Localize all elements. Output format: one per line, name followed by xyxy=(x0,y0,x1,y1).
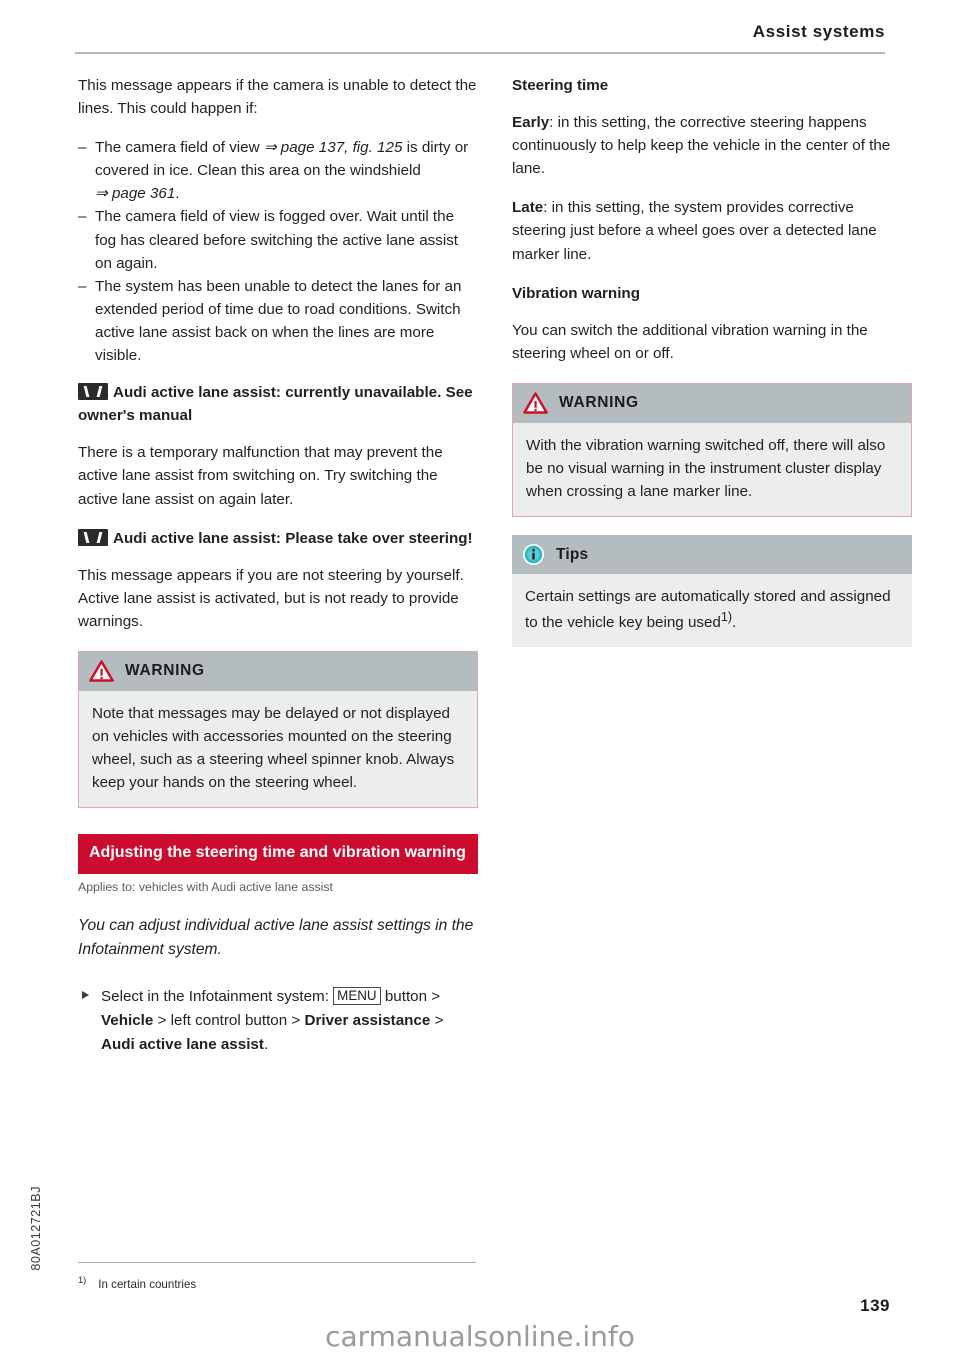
footnote-text: In certain countries xyxy=(98,1277,197,1291)
steering-time-late xyxy=(512,196,912,265)
action-part-4: . xyxy=(263,1035,269,1053)
dash-bullet: – xyxy=(78,208,87,226)
action-part-2: > left control button > xyxy=(157,1011,301,1029)
action-prefix: Select in the Infotainment system: xyxy=(101,987,329,1005)
warning-triangle-icon xyxy=(523,392,548,414)
late-label: Late xyxy=(512,199,544,217)
tips-body-text: Certain settings are automatically stored and assigned to the vehicle key being used xyxy=(525,588,891,632)
message-1-body: There is a temporary malfunction that may prevent the active lane assist from switching on. Try switching the active lane assist on again later. xyxy=(78,444,443,508)
condition-2-text: The camera field of view is fogged over. Wait until the fog has cleared before switching the active lane assist on again. xyxy=(95,208,459,272)
list-item xyxy=(78,275,478,367)
message-2-body: This message appears if you are not steering by yourself. Active lane assist is activated, but is not ready to provide warnings. xyxy=(78,566,464,630)
early-label: Early xyxy=(512,114,550,132)
info-circle-icon xyxy=(522,543,545,566)
action-bold-driver-assistance[interactable]: Driver assistance xyxy=(304,1011,431,1029)
warning-box-right xyxy=(512,383,912,517)
warning-box-title: WARNING xyxy=(559,394,639,412)
message-heading-unavailable xyxy=(78,381,478,427)
early-text: : in this setting, the corrective steering happens continuously to help keep the vehicle in the center of the lane. xyxy=(512,114,891,178)
page-reference-137[interactable]: ⇒ page 137, fig. 125 xyxy=(263,139,403,157)
message-heading-take-over-steering xyxy=(78,527,478,550)
condition-3-text: The system has been unable to detect the lanes for an extended period of time due to road conditions. Switch active lane assist back on when the lines are more visible. xyxy=(95,277,462,365)
warning-box-left xyxy=(78,651,478,808)
heading-steering-time: Steering time xyxy=(512,77,609,94)
lane-assist-icon xyxy=(78,383,108,400)
part-number: 80A012721BJ xyxy=(29,1186,43,1271)
page-number: 139 xyxy=(860,1296,890,1315)
condition-1-pre: The camera field of view xyxy=(95,139,260,157)
watermark: carmanualsonline.info xyxy=(325,1320,635,1353)
warning-box-body: With the vibration warning switched off, there will also be no visual warning in the instrument cluster display when crossing a lane marker line. xyxy=(526,436,886,501)
tips-body-post: . xyxy=(732,614,737,632)
tips-box-body xyxy=(512,574,912,647)
footnote-divider xyxy=(78,1262,476,1263)
footnote xyxy=(78,1274,478,1292)
lane-assist-icon xyxy=(78,529,108,546)
warning-box-header xyxy=(513,384,911,423)
warning-box-body: Note that messages may be delayed or not displayed on vehicles with accessories mounted on the steering wheel, such as a steering wheel spinner knob. Always keep your hands on the steering wheel. xyxy=(92,704,455,792)
dash-bullet: – xyxy=(78,139,87,157)
action-step-select-menu xyxy=(78,985,478,1057)
page-header xyxy=(75,22,885,42)
tips-box xyxy=(512,535,912,647)
action-triangle-icon xyxy=(82,991,89,999)
warning-triangle-icon xyxy=(89,660,114,682)
action-part-3: > xyxy=(434,1011,444,1029)
message-2-heading-text: Audi active lane assist: Please take over steering! xyxy=(113,529,473,547)
action-part-1: button > xyxy=(384,987,441,1005)
message-1-heading-text: Audi active lane assist: currently unavailable. See owner's manual xyxy=(78,384,473,425)
warning-box-header xyxy=(79,652,477,691)
dash-bullet: – xyxy=(78,277,87,295)
page-reference-361[interactable]: ⇒ page 361 xyxy=(95,185,176,203)
left-column xyxy=(78,74,478,1057)
condition-1-mid: is dirty or covered in ice. Clean this area on the windshield xyxy=(95,139,469,180)
section-heading-adjusting: Adjusting the steering time and vibration warning xyxy=(78,834,478,874)
right-column xyxy=(512,74,912,665)
action-bold-vehicle[interactable]: Vehicle xyxy=(101,1011,154,1029)
conditions-list xyxy=(78,136,478,367)
steering-time-early xyxy=(512,111,912,180)
heading-vibration-warning: Vibration warning xyxy=(512,284,640,302)
tips-footnote-marker: 1) xyxy=(720,610,733,625)
tips-box-header xyxy=(512,535,912,574)
warning-box-title: WARNING xyxy=(125,662,205,680)
list-item xyxy=(78,136,478,205)
late-text: : in this setting, the system provides corrective steering just before a wheel goes over a detected lane marker line. xyxy=(512,199,877,263)
applies-to-note: Applies to: vehicles with Audi active lane assist xyxy=(78,880,333,895)
condition-1-post: . xyxy=(175,185,180,203)
section-lead-text: You can adjust individual active lane assist settings in the Infotainment system. xyxy=(78,917,474,959)
list-item xyxy=(78,205,478,274)
action-bold-audi-active-lane-assist[interactable]: Audi active lane assist xyxy=(101,1035,264,1053)
header-divider xyxy=(75,52,885,54)
chapter-title: Assist systems xyxy=(752,22,885,41)
tips-box-title: Tips xyxy=(556,545,589,563)
footnote-marker: 1) xyxy=(78,1275,87,1285)
intro-paragraph: This message appears if the camera is unable to detect the lines. This could happen if: xyxy=(78,77,477,118)
menu-key-button[interactable]: MENU xyxy=(333,987,380,1006)
vibration-warning-body: You can switch the additional vibration warning in the steering wheel on or off. xyxy=(512,321,868,362)
